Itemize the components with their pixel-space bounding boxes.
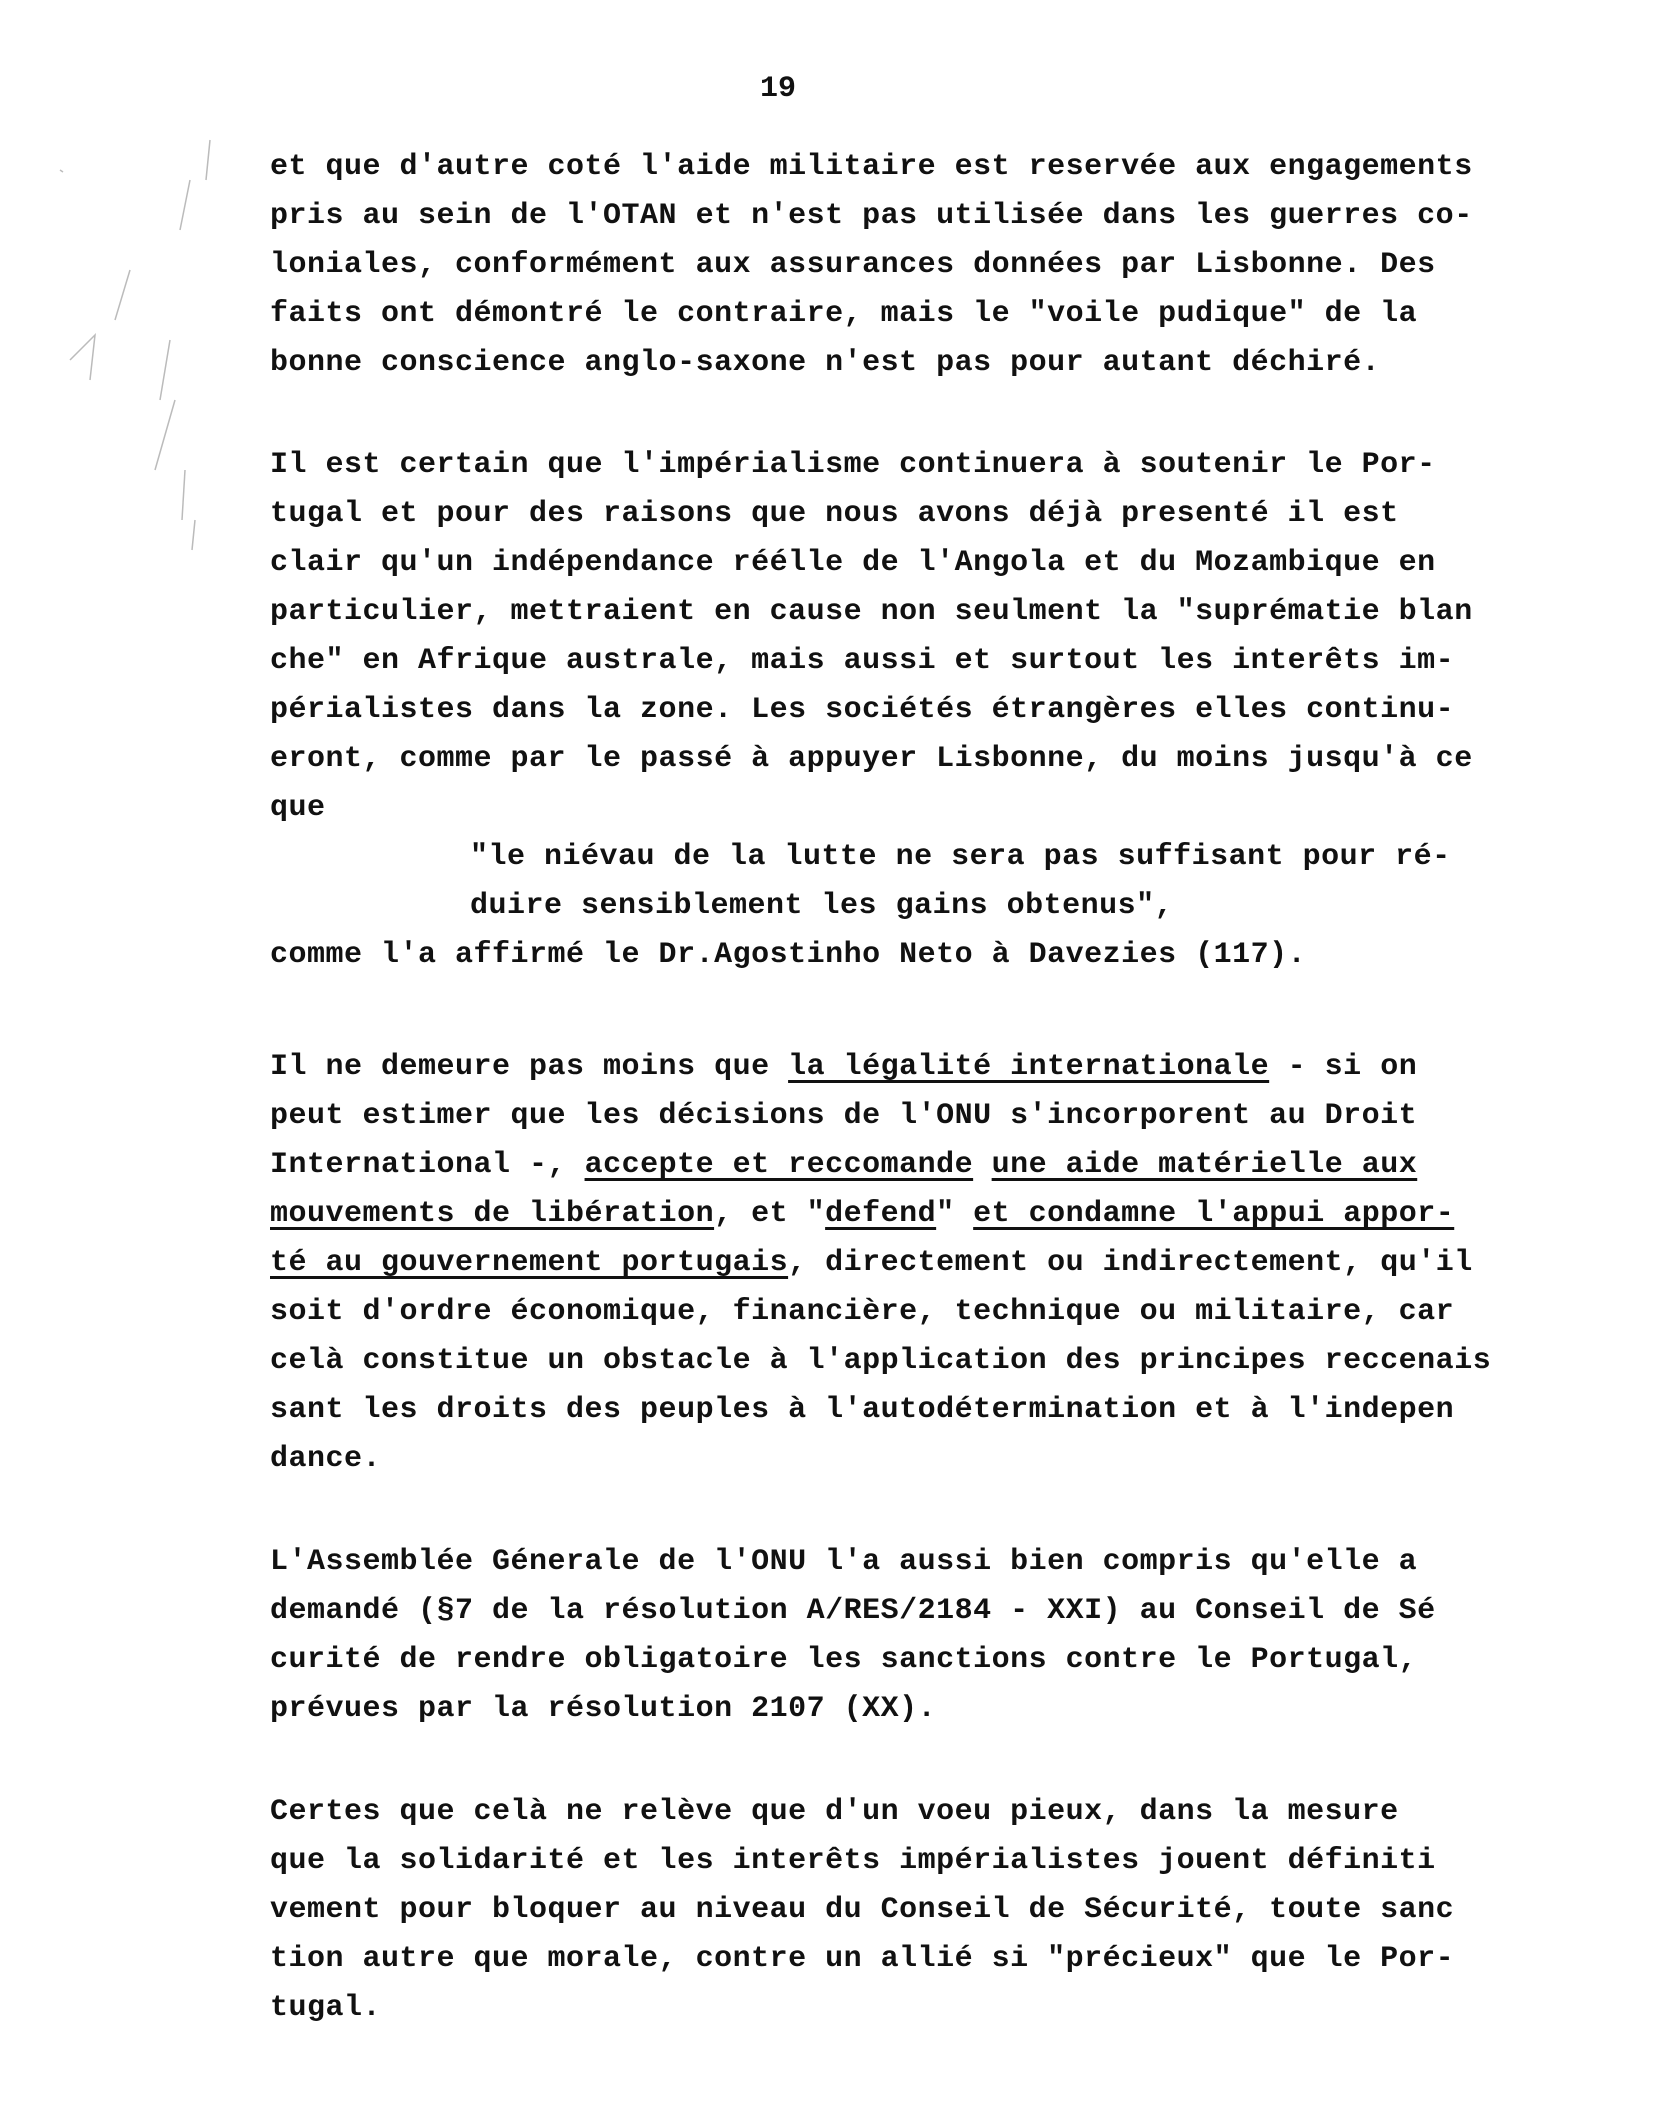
text-segment: , et " [714,1197,826,1231]
text-line [270,1092,1610,1141]
text-segment: particulier, mettraient en cause non seulment la "suprématie blan [270,595,1473,629]
text-segment: vement pour bloquer au niveau du Conseil de Sécurité, toute sanc [270,1893,1455,1927]
text-line [270,1935,1610,1984]
paragraph-5 [270,1788,1610,2033]
text-segment: " [936,1197,974,1231]
underlined-text: une aide matérielle aux [991,1148,1418,1182]
text-line [270,1685,1610,1734]
text-line [270,1435,1610,1484]
text-segment: prévues par la résolution 2107 (XX). [270,1692,937,1726]
underlined-text: té au gouvernement portugais [270,1246,789,1280]
text-line [270,241,1610,290]
text-segment: que [270,791,326,825]
text-segment: tugal et pour des raisons que nous avons déjà presenté il est [270,497,1399,531]
text-segment: faits ont démontré le contraire, mais le "voile pudique" de la [270,297,1418,331]
text-segment: "le niévau de la lutte ne sera pas suffisant pour ré- [470,840,1451,874]
text-segment: Certes que celà ne relève que d'un voeu pieux, dans la mesure [270,1795,1399,1829]
text-line [270,882,1610,931]
underlined-text: defend [825,1197,937,1231]
text-segment: L'Assemblée Génerale de l'ONU l'a aussi bien compris qu'elle a [270,1545,1418,1579]
text-line [270,192,1610,241]
text-segment: pris au sein de l'OTAN et n'est pas utilisée dans les guerres co- [270,199,1473,233]
text-line [270,735,1610,784]
text-segment: loniales, conformément aux assurances données par Lisbonne. Des [270,248,1436,282]
text-line [270,637,1610,686]
text-segment: que la solidarité et les interêts impérialistes jouent définiti [270,1844,1436,1878]
text-segment: bonne conscience anglo-saxone n'est pas pour autant déchiré. [270,346,1381,380]
text-line [270,1141,1610,1190]
text-segment: duire sensiblement les gains obtenus", [470,889,1174,923]
text-line [270,686,1610,735]
page-number: 19 [760,72,797,106]
paragraph-4 [270,1538,1610,1734]
text-segment: , directement ou indirectement, qu'il [788,1246,1473,1280]
text-line [270,539,1610,588]
text-segment: soit d'ordre économique, financière, technique ou militaire, car [270,1295,1455,1329]
text-line [270,1587,1610,1636]
underlined-text: mouvements de libération [270,1197,715,1231]
text-line [270,1538,1610,1587]
text-line [270,290,1610,339]
paragraph-1 [270,143,1610,388]
text-segment: Il ne demeure pas moins que [270,1050,789,1084]
text-line [270,490,1610,539]
text-line [270,441,1610,490]
paragraph-3 [270,1043,1610,1484]
text-segment: curité de rendre obligatoire les sanctions contre le Portugal, [270,1643,1418,1677]
text-line [270,833,1610,882]
text-segment: International -, [270,1148,585,1182]
text-segment: tion autre que morale, contre un allié si "précieux" que le Por- [270,1942,1455,1976]
text-segment: clair qu'un indépendance réélle de l'Angola et du Mozambique en [270,546,1436,580]
text-line [270,339,1610,388]
text-line [270,1788,1610,1837]
margin-scribbles [20,120,220,570]
text-segment: comme l'a affirmé le Dr.Agostinho Neto à Davezies (117). [270,938,1307,972]
text-line [270,1288,1610,1337]
text-line [270,1190,1610,1239]
text-segment: celà constitue un obstacle à l'application des principes reccenais [270,1344,1492,1378]
text-segment: che" en Afrique australe, mais aussi et surtout les interêts im- [270,644,1455,678]
underlined-text: la légalité internationale [788,1050,1270,1084]
text-line [270,1386,1610,1435]
underlined-text: accepte et reccomande [584,1148,974,1182]
text-segment: eront, comme par le passé à appuyer Lisbonne, du moins jusqu'à ce [270,742,1473,776]
text-segment: peut estimer que les décisions de l'ONU s'incorporent au Droit [270,1099,1418,1133]
text-segment: dance. [270,1442,382,1476]
text-line [270,1239,1610,1288]
underlined-text: et condamne l'appui appor- [973,1197,1455,1231]
text-segment: et que d'autre coté l'aide militaire est reservée aux engagements [270,150,1473,184]
text-line [270,588,1610,637]
text-segment: Il est certain que l'impérialisme continuera à soutenir le Por- [270,448,1436,482]
text-line [270,1337,1610,1386]
text-segment: périalistes dans la zone. Les sociétés étrangères elles continu- [270,693,1455,727]
text-line [270,784,1610,833]
text-line [270,931,1610,980]
text-segment: - si on [1269,1050,1418,1084]
text-segment [973,1148,992,1182]
paragraph-2 [270,441,1610,980]
text-segment: sant les droits des peuples à l'autodétermination et à l'indepen [270,1393,1455,1427]
text-line [270,1043,1610,1092]
text-line [270,1984,1610,2033]
text-segment: tugal. [270,1991,382,2025]
text-line [270,1886,1610,1935]
text-line [270,1636,1610,1685]
text-segment: demandé (§7 de la résolution A/RES/2184 - XXI) au Conseil de Sé [270,1594,1436,1628]
text-line [270,143,1610,192]
text-line [270,1837,1610,1886]
